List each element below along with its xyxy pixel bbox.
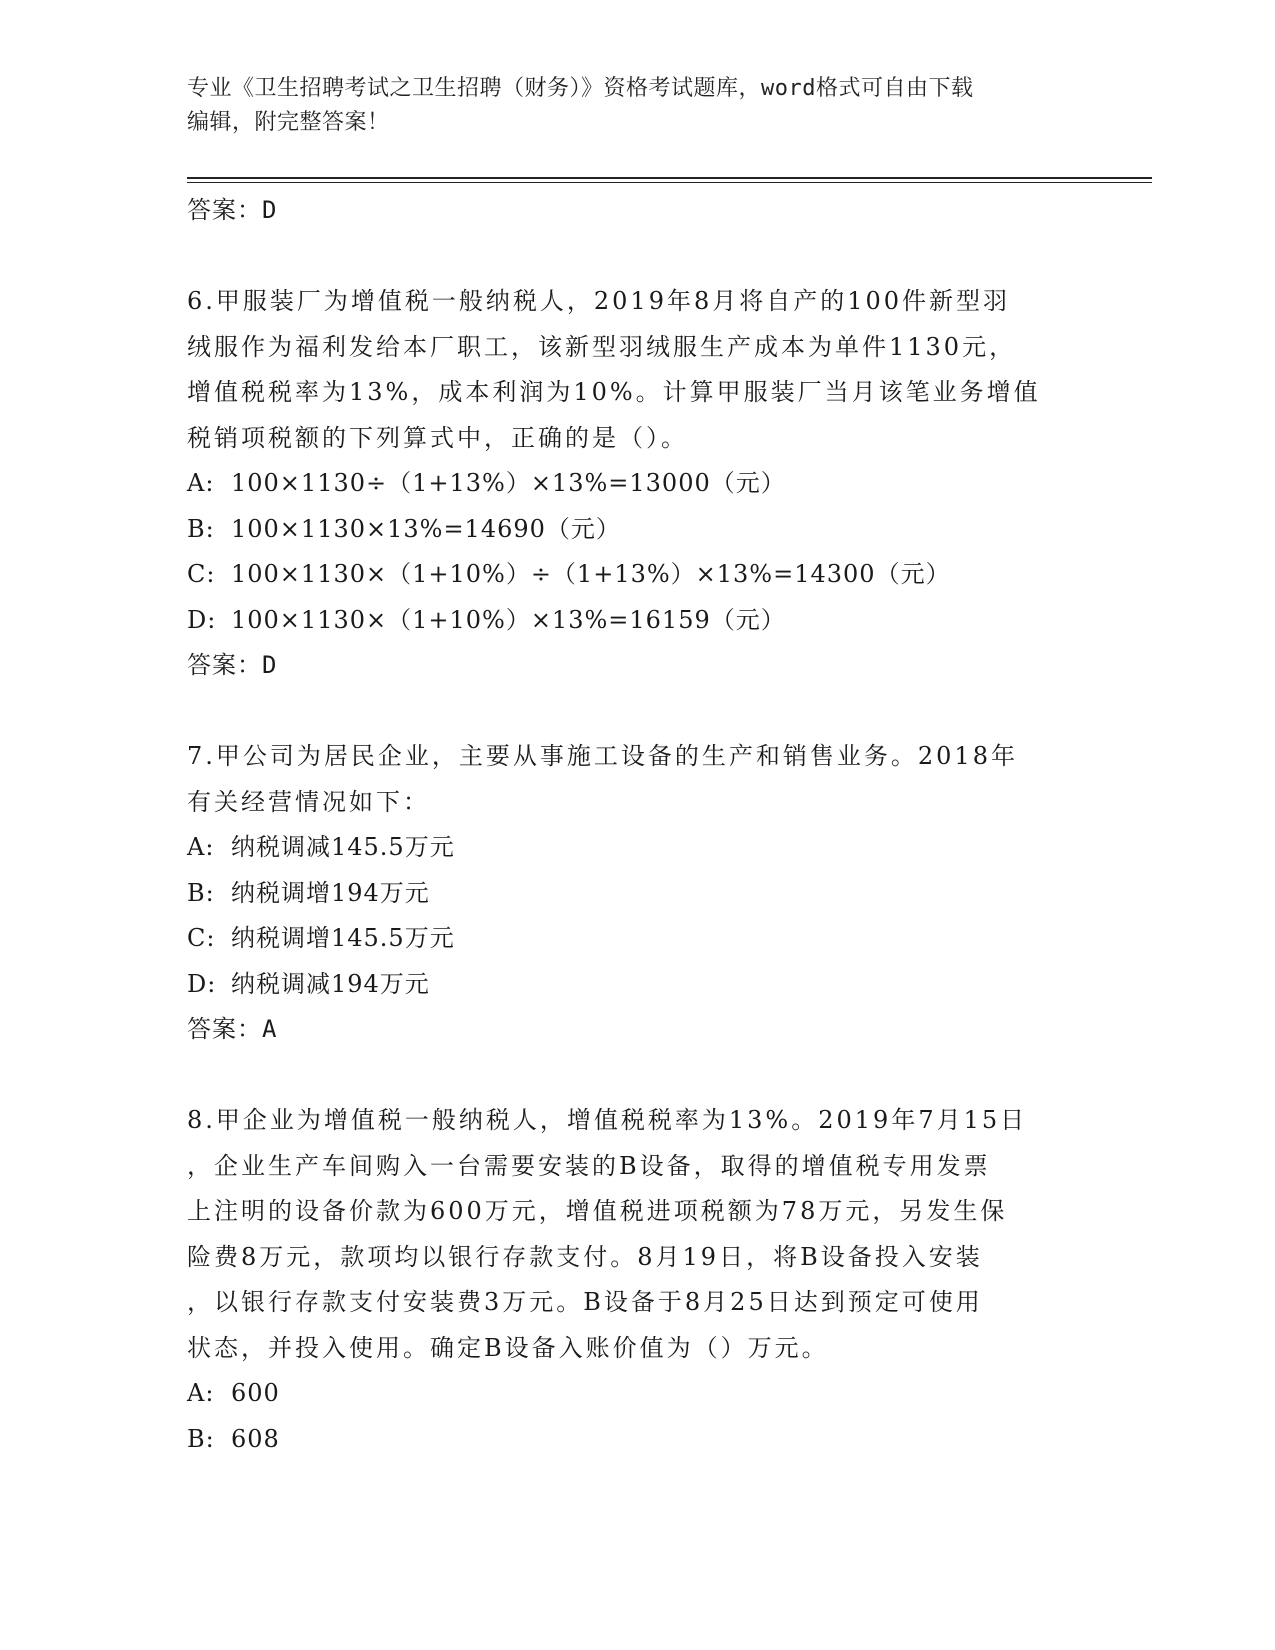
answer-line — [187, 188, 1087, 232]
option-label: A: — [187, 1379, 215, 1407]
question-text-line: 险费8万元，款项均以银行存款支付。8月19日，将B设备投入安装 — [187, 1242, 983, 1271]
answer-label: 答案： — [187, 651, 262, 679]
question-text-line: 有关经营情况如下： — [187, 787, 430, 816]
header-divider-thick — [187, 177, 1152, 179]
answer-value: D — [262, 651, 278, 679]
question-8 — [187, 1098, 1087, 1462]
option-label: A: — [187, 469, 215, 497]
question-text-line: 8.甲企业为增值税一般纳税人，增值税税率为13%。2019年7月15日 — [187, 1106, 1028, 1134]
option-b — [187, 1417, 1087, 1463]
option-label: B: — [187, 1424, 215, 1453]
option-a — [187, 825, 1087, 871]
option-label: B: — [187, 878, 215, 907]
option-text: 100×1130×（1+10%）×13%=16159（元） — [231, 605, 786, 634]
option-a — [187, 1371, 1087, 1417]
option-text: 纳税调增145.5万元 — [231, 924, 455, 952]
option-text: 600 — [231, 1379, 280, 1407]
answer-value: D — [262, 196, 278, 224]
question-text-line: 增值税税率为13%，成本利润为10%。计算甲服装厂当月该笔业务增值 — [187, 378, 1041, 406]
question-6 — [187, 279, 1087, 687]
answer-value: A — [262, 1015, 278, 1043]
option-text: 100×1130×13%=14690（元） — [231, 514, 621, 543]
option-label: D: — [187, 969, 217, 998]
answer-line — [187, 1007, 1087, 1051]
option-b — [187, 507, 1087, 553]
option-label: B: — [187, 514, 215, 543]
question-text-line: ，企业生产车间购入一台需要安装的B设备，取得的增值税专用发票 — [187, 1151, 991, 1180]
page-header — [187, 72, 1087, 140]
option-text: 100×1130÷（1+13%）×13%=13000（元） — [231, 469, 786, 497]
option-c — [187, 552, 1087, 598]
option-c — [187, 916, 1087, 962]
option-d — [187, 598, 1087, 644]
option-d — [187, 962, 1087, 1008]
question-text-line: 7.甲公司为居民企业，主要从事施工设备的生产和销售业务。2018年 — [187, 742, 1018, 770]
question-text-line: ，以银行存款支付安装费3万元。B设备于8月25日达到预定可使用 — [187, 1288, 983, 1316]
option-text: 纳税调减194万元 — [231, 969, 430, 998]
answer-label: 答案： — [187, 196, 262, 224]
question-text-line: 状态，并投入使用。确定B设备入账价值为（）万元。 — [187, 1333, 829, 1362]
option-label: D: — [187, 605, 217, 634]
option-text: 608 — [231, 1424, 280, 1453]
option-text: 纳税调减145.5万元 — [231, 833, 455, 861]
answer-line — [187, 643, 1087, 687]
option-a — [187, 461, 1087, 507]
option-label: C: — [187, 560, 216, 588]
header-divider-thin — [187, 182, 1152, 183]
question-7 — [187, 734, 1087, 1051]
question-text-line: 6.甲服装厂为增值税一般纳税人，2019年8月将自产的100件新型羽 — [187, 287, 1011, 315]
option-label: A: — [187, 833, 215, 861]
option-text: 100×1130×（1+10%）÷（1+13%）×13%=14300（元） — [231, 560, 951, 588]
option-label: C: — [187, 924, 216, 952]
option-text: 纳税调增194万元 — [231, 878, 430, 907]
question-text-line: 税销项税额的下列算式中，正确的是（）。 — [187, 423, 688, 452]
question-content — [187, 188, 1087, 1462]
question-text-line: 绒服作为福利发给本厂职工，该新型羽绒服生产成本为单件1130元， — [187, 332, 1017, 361]
question-text-line: 上注明的设备价款为600万元，增值税进项税额为78万元，另发生保 — [187, 1197, 1008, 1225]
header-line-2: 编辑，附完整答案！ — [187, 110, 390, 135]
option-b — [187, 871, 1087, 917]
answer-label: 答案： — [187, 1015, 262, 1043]
header-line-1: 专业《卫生招聘考试之卫生招聘（财务）》资格考试题库，word格式可自由下载 — [187, 76, 974, 101]
